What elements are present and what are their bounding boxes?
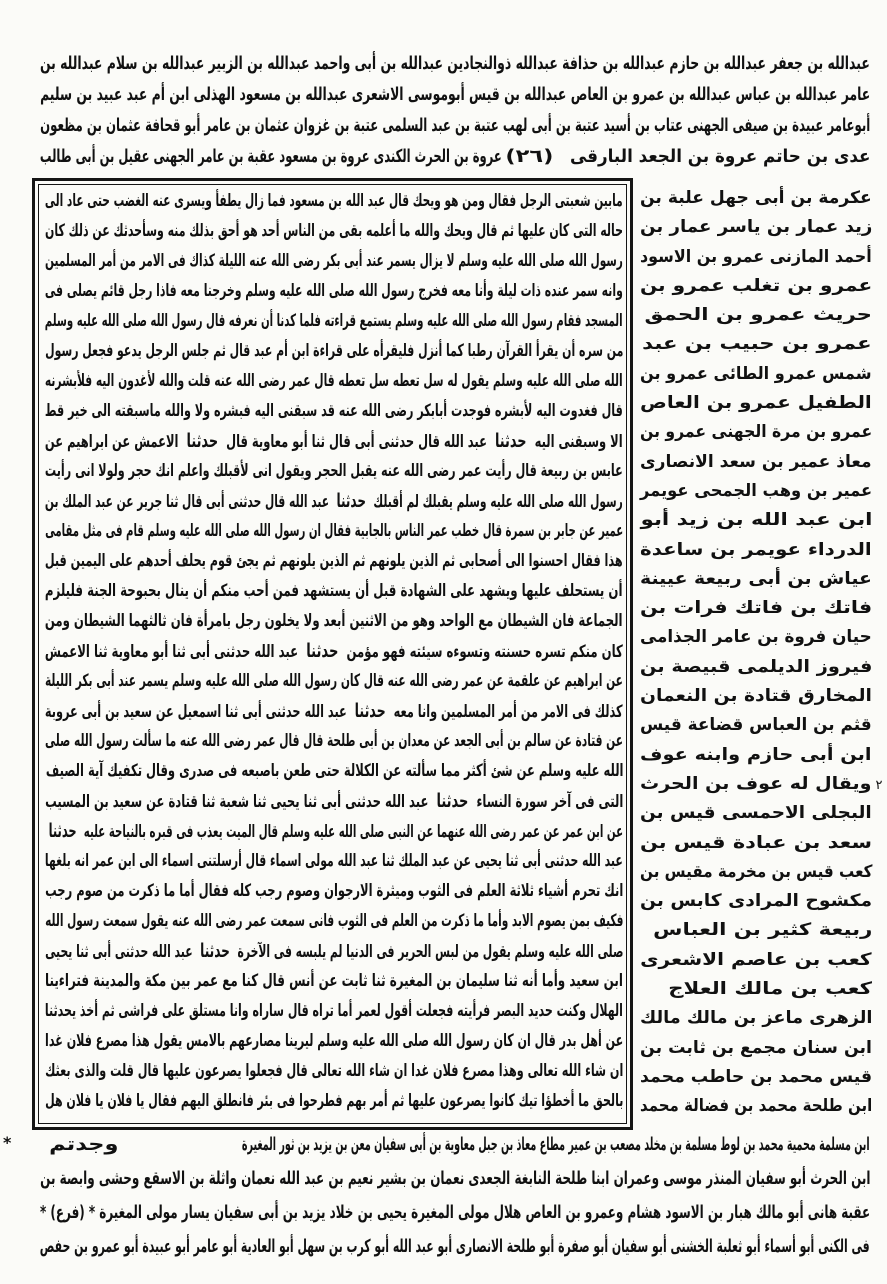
footer-catchword: وجدتم	[48, 1134, 118, 1155]
margin-name-line	[640, 184, 872, 213]
main-text-line-text: المسجد فقام رسول الله صلى الله عليه وسلم يستمع قراءته فلما كدنا أن نعرفه قال رسول الله صلى الله عليه وسلم	[45, 311, 623, 331]
margin-name-line-text: عمرو بن تغلب عمرو بن	[639, 275, 872, 296]
margin-name-line	[640, 301, 872, 330]
main-text-line	[45, 876, 623, 906]
footer-names: ابن مسلمة محمية محمد بن لوط مسلمة بن مخلد مصعب بن عمير مطاع معاذ بن جبل معاوية بن أبى سفيان معن بن يزيد بن ثور المغيرة	[242, 1134, 870, 1155]
margin-name-line	[640, 1004, 872, 1033]
margin-name-line-text: ربيعة كثير بن العباس	[652, 920, 872, 941]
main-text-line	[45, 816, 623, 846]
margin-name-line	[640, 858, 872, 887]
margin-name-line	[640, 418, 872, 447]
margin-name-line-text: عمير بن وهب الجمحى عويمر	[639, 480, 872, 501]
main-text-line	[45, 246, 623, 276]
page-number: (٢٦)	[505, 146, 554, 167]
narration-marker: حدثنا	[48, 820, 77, 842]
main-text-line	[45, 516, 623, 546]
main-text-line-text: التى فى آخر سورة النساء حدثنا عبد الله حدثنى أبى ثنا يحيى ثنا شعبة ثنا قتادة عن سعيد بن المسيب	[44, 790, 623, 812]
narration-marker: حدثنا	[306, 640, 339, 662]
main-text-line-text: قال فغدوت اليه لأبشره فوجدت أبابكر رضى الله عنه قد سبقنى اليه فبشره ولا والله ماسبقته الى خير قط	[45, 401, 623, 421]
margin-name-line	[640, 213, 872, 242]
main-text-line	[45, 846, 623, 876]
main-text-line	[45, 1086, 623, 1116]
header-line-text: عامر عبدالله بن عباس عبدالله بن عمرو بن العاص عبدالله بن قيس أبوموسى الاشعرى عبدالله بن مسعود الهذلى ابن أم عبد عبيد بن سليم	[39, 84, 870, 105]
margin-name-line-text: كعب بن عاصم الاشعرى	[640, 949, 872, 970]
main-text-line-text: ابن سعيد وأما أنه ثنا سليمان بن المغيرة ثنا ثابت عن أنس قال كنا مع عمر بين مكة والمدينة فتراءينا	[45, 971, 623, 991]
margin-name-line	[640, 594, 872, 623]
footer-line	[40, 1230, 870, 1264]
margin-name-line	[640, 389, 872, 418]
main-text-line	[45, 186, 623, 216]
margin-name-line	[640, 829, 872, 858]
main-text-line-text: عابس بن ربيعة قال رأيت عمر رضى الله عنه يقبل الحجر ويقول انى لأقبلك واعلم انك حجر ولولا انى رأيت	[45, 461, 623, 481]
margin-name-line-text: ابن عبد الله بن زيد أبو	[640, 510, 872, 531]
margin-name-line-text: سعد بن عبادة قيس بن	[640, 832, 872, 853]
margin-name-line	[640, 623, 872, 652]
main-text-line	[45, 636, 623, 666]
header-line	[40, 48, 870, 79]
margin-name-line	[640, 477, 872, 506]
margin-name-line	[640, 565, 872, 594]
footer-line-text: ابن الحرث أبو سفيان المنذر موسى وعمران ابنا طلحة النابغة الجعدى نعمان بن بشير نعيم بن عبد الله نعمان واثلة بن الاسقع وحشى وابصة بن	[39, 1168, 870, 1189]
margin-name-line	[640, 243, 872, 272]
margin-name-line	[640, 682, 872, 711]
main-text-line-text: انك تحرم أشياء ثلاثة العلم فى الثوب وميثرة الارجوان وصوم رجب كله فقال أما ما ذكرت من صوم رجب	[44, 881, 623, 901]
main-text-line-text: ان شاء الله تعالى وهذا مصرع فلان غدا ان شاء الله تعالى قال فجعلوا يصرعون عليها قال قلت والذى بعثك	[44, 1061, 623, 1081]
main-text-line-text: الهلال وكنت حديد البصر فرأيته فجعلت أقول لعمر أما تراه قال ساراه وانا مستلق على فراشى ثم أخذ يحدثنا	[45, 1001, 623, 1021]
margin-name-line-text: ابن أبى حازم وابنه عوف	[640, 744, 872, 765]
header-names-right: عدى بن حاتم عروة بن الجعد البارقى	[569, 146, 870, 167]
main-text-line-text: كان منكم تسره حسنته وتسوءه سيئته فهو مؤمن حدثنا عبد الله حدثنى أبى ثنا أبو معاوية ثنا الاعمش	[45, 640, 623, 662]
page-number-box	[505, 141, 558, 172]
margin-name-line-text: كعب بن مالك العلاج	[668, 979, 872, 1000]
main-text-line	[45, 786, 623, 816]
margin-name-line	[640, 272, 872, 301]
margin-name-line-text: المخارق قتادة بن النعمان	[640, 686, 872, 707]
main-text-line-text: بالحق ما أخطؤا تيك كانوا يصرعون عليها ثم أمر بهم فطرحوا فى بئر فانطلق اليهم فقال يا فلان يا فلان هل	[44, 1091, 623, 1111]
margin-names-column	[640, 184, 872, 1122]
margin-name-line-text: الدرداء عويمر بن ساعدة	[640, 539, 872, 560]
margin-name-line	[640, 711, 872, 740]
main-text-line	[45, 756, 623, 786]
main-text-line-text: كذلك فى الامر من أمر المسلمين وانا معه حدثنا عبد الله حدثنى أبى ثنا اسمعيل عن سعيد بن أبى عروبة	[45, 700, 623, 722]
footer-line-text: عقبة هانى أبو مالك هبار بن الاسود هشام وعمرو بن العاص هلال مولى المغيرة يحيى بن خلاد يزيد بن أبى سفيان يسار مولى المغيرة * (فرع) *	[39, 1202, 870, 1223]
header-line-text: أبوعامر عبيدة بن صيفى الجهنى عتاب بن أسيد عتبة بن أبى لهب عتبة بن عبد السلمى عتبة بن غزوان عثمان بن عامر أبو قحافة عثمان بن مظعون	[39, 115, 870, 136]
main-text-line	[45, 426, 623, 456]
footer-line-first-end	[48, 1128, 118, 1162]
margin-name-line-text: معاذ عمير بن سعد الانصارى	[640, 451, 872, 472]
margin-name-line-text: الطفيل عمرو بن العاص	[640, 393, 872, 414]
main-text-line-text: عمير عن جابر بن سمرة قال خطب عمر الناس بالجابية فقال ان رسول الله صلى الله عليه وسلم قام فى مثل مقامى	[44, 521, 623, 541]
main-text-line-text: حاله التى كان عليها ثم قال ويحك والله ما أعلمه بقى من الناس أحد هو أحق بذلك منه وسأحدثك عن ذلك كان	[44, 221, 623, 241]
margin-name-line	[640, 1063, 872, 1092]
main-text-line-text: هذا فقال احسنوا الى أصحابى ثم الذين يلونهم ثم الذين يلونهم ثم يجئ قوم يحلف أحدهم على اليمين قبل	[45, 551, 623, 571]
margin-name-line-text: عمرو بن حبيب بن عبد	[642, 334, 872, 355]
main-text-line	[45, 306, 623, 336]
main-text-line	[45, 996, 623, 1026]
margin-name-line-text: أحمد المازنى عمرو بن الاسود	[640, 246, 872, 267]
footer-line-text: فى الكنى أبو أسماء أبو ثعلبة الخشنى أبو سفيان أبو صفرة أبو طلحة الانصارى أبو عبد الله أبو كرب بن سهل أبو العادية أبو عامر أبو عبيدة أبو عمرو بن حفص	[40, 1236, 870, 1257]
main-text-line-text: فكيف بمن يصوم الابد وأما ما ذكرت من العلم فى الثوب فانى سمعت عمر رضى الله عنه يقول سمعت رسول الله	[44, 911, 623, 931]
main-text-line	[45, 1026, 623, 1056]
narration-marker: حدثنا	[336, 490, 367, 512]
main-text-line	[45, 726, 623, 756]
main-text-line	[45, 936, 623, 966]
narration-marker: حدثنا	[355, 700, 387, 722]
main-text-line	[45, 276, 623, 306]
margin-name-line-text: عكرمة بن أبى جهل علبة بن	[640, 188, 872, 208]
margin-name-line-text: ويقال له عوف بن الحرث	[640, 773, 872, 794]
main-text-line-text: عن قتادة عن سالم بن أبى الجعد عن معدان بن أبى طلحة قال قال عمر رضى الله عنه ما سألت رسول الله صلى	[44, 731, 623, 751]
main-text-line	[45, 576, 623, 606]
main-text-line	[45, 366, 623, 396]
header-lines	[40, 48, 870, 141]
margin-name-line	[640, 653, 872, 682]
margin-name-line-text: فاتك بن فاتك فرات بن	[639, 598, 872, 619]
main-text-line	[45, 546, 623, 576]
main-text-line	[45, 606, 623, 636]
footer-line	[40, 1162, 870, 1196]
header-names-left: عروة بن الحرث الكندى عروة بن مسعود عقبة بن عامر الجهنى عقيل بن أبى طالب	[40, 146, 502, 167]
margin-name-line-text: الزهرى ماعز بن مالك مالك	[639, 1008, 872, 1029]
margin-name-line-text: كعب قيس بن مخرمة مقيس بن	[639, 861, 872, 882]
main-text-line	[45, 696, 623, 726]
margin-name-line	[640, 1092, 872, 1121]
main-text-line-text: عن أهل بدر قال ان كان رسول الله صلى الله عليه وسلم ليرينا مصارعهم بالامس يقول هذا مصرع فلان غدا	[44, 1031, 623, 1051]
main-text-line-text: الجماعة فان الشيطان مع الواحد وهو من الاثنين أبعد ولا يخلون رجل بامرأة فان ثالثهما الشيطان ومن	[45, 611, 623, 631]
main-text-line-text: من سره أن يقرأ القرآن رطبا كما أنزل فليقرأه على قراءة ابن أم عبد قال ثم جلس الرجل يدعو فجعل رسول	[44, 341, 623, 361]
main-text-line-text: مابين شعبتى الرجل فقال ومن هو ويحك قال عبد الله بن مسعود فما زال يطفأ ويسرى عنه الغضب حتى عاد الى	[45, 191, 623, 211]
header-line-right-segment	[570, 141, 870, 172]
margin-name-line	[640, 946, 872, 975]
main-text-line-text: عن ابراهيم عن علقمة عن عمر رضى الله عنه قال كان رسول الله صلى الله عليه وسلم يسمر عند أبى بكر الليلة	[45, 671, 623, 691]
margin-name-line	[640, 741, 872, 770]
margin-name-line-text: قيس محمد بن حاطب محمد	[639, 1066, 872, 1087]
footer-star-mark: *	[3, 1133, 12, 1152]
main-text-line-text: رسول الله صلى الله عليه وسلم لا يزال يسمر عند أبى بكر رضى الله عنه الليلة كذاك فى الامر من أمر المسلمين	[45, 251, 623, 271]
margin-name-line-text: فيروز الديلمى قبيصة بن	[639, 656, 872, 677]
main-text-line	[45, 966, 623, 996]
narration-marker: حدثنا	[186, 430, 219, 452]
footer-line-first-main	[242, 1128, 870, 1162]
margin-name-line-text: عمرو بن مرة الجهنى عمرو بن	[639, 422, 872, 443]
main-text-line	[45, 486, 623, 516]
main-text-line-text: صلى الله عليه وسلم يقول من لبس الحرير فى الدنيا لم يلبسه فى الآخرة حدثنا عبد الله حدثنى أبى ثنا يحيى	[44, 940, 624, 962]
margin-name-line	[640, 330, 872, 359]
header-line	[40, 110, 870, 141]
footer-line	[40, 1196, 870, 1230]
margin-name-line	[640, 916, 872, 945]
main-text-line-text: رسول الله صلى الله عليه وسلم يقبلك لم أقبلك حدثنا عبد الله قال حدثنى أبى قال ثنا جرير عن عبد الملك بن	[45, 490, 623, 512]
header-line-text: عبدالله بن جعفر عبدالله بن حازم عبدالله بن حذافة عبدالله ذوالنجادين عبدالله بن أبى واحمد عبدالله بن الزبير عبدالله بن سلام عبدالله بن	[40, 53, 870, 74]
main-text-line-text: عبد الله حدثنى أبى ثنا يحيى عن عبد الملك ثنا عبد الله مولى اسماء قال أرسلتنى اسماء الى ابن عمر انه بلغها	[45, 851, 623, 871]
main-text-line	[45, 216, 623, 246]
page-header	[40, 48, 870, 172]
main-text-line	[45, 906, 623, 936]
margin-name-line	[640, 360, 872, 389]
margin-name-line	[640, 506, 872, 535]
narration-marker: حدثنا	[495, 430, 527, 452]
margin-name-line	[640, 799, 872, 828]
margin-name-line-text: زيد عمار بن ياسر عمار بن	[639, 217, 872, 238]
main-text	[45, 186, 623, 1116]
margin-name-line-text: البجلى الاحمسى قيس بن	[640, 803, 872, 824]
margin-name-line-text: شمس عمرو الطائى عمرو بن	[640, 363, 872, 384]
margin-name-line-text: ابن سنان مجمع بن ثابت بن	[640, 1037, 872, 1058]
margin-name-line-text: حريث عمرو بن الحمق	[644, 305, 872, 326]
margin-name-line	[640, 1034, 872, 1063]
margin-name-line	[640, 448, 872, 477]
footer-line-first	[40, 1128, 870, 1162]
header-line-left-segment	[40, 141, 502, 172]
header-line-with-page-number	[40, 141, 870, 172]
main-text-line-text: الله صلى الله عليه وسلم يقول له سل تعطه سل تعطه قال عمر رضى الله عنه قلت والله لأغدون اليه فلأبشرنه	[45, 371, 623, 391]
margin-name-line	[640, 770, 872, 799]
margin-name-line	[640, 536, 872, 565]
main-text-line	[45, 666, 623, 696]
footer-lines	[40, 1162, 870, 1264]
margin-name-line-text: حيان فروة بن عامر الجذامى	[640, 627, 872, 648]
page-footer	[40, 1128, 870, 1264]
main-text-line	[45, 336, 623, 366]
main-text-line-text: أن يستحلف عليها ويشهد على الشهادة قبل أن يستشهد فمن أحب منكم أن ينال بحبوحة الجنة فليلزم	[45, 581, 623, 601]
main-text-line-text: وانه سمر عنده ذات ليلة وأنا معه فخرج رسول الله صلى الله عليه وسلم وخرجنا معه فاذا رجل قائم يصلى فى	[45, 281, 623, 301]
narration-marker: حدثنا	[436, 790, 469, 812]
main-text-line	[45, 1056, 623, 1086]
main-text-line-text: الا وسبقنى اليه حدثنا عبد الله قال حدثنى أبى قال ثنا أبو معاوية قال حدثنا الاعمش عن ابراهيم عن	[45, 430, 623, 452]
margin-name-line-text: عياش بن أبى ربيعة عيينة	[640, 568, 872, 589]
margin-name-line-text: مكشوح المرادى كابس بن	[639, 891, 872, 912]
main-text-line	[45, 396, 623, 426]
header-line	[40, 79, 870, 110]
main-text-line	[45, 456, 623, 486]
margin-name-line	[640, 975, 872, 1004]
margin-name-line-text: قثم بن العباس قضاعة قيس	[640, 715, 872, 736]
margin-numeral: ٢	[875, 778, 883, 793]
main-text-line-text: عن ابن عمر عن عمر رضى الله عنهما عن النبى صلى الله عليه وسلم قال الميت يعذب فى قبره بالنياحة عليه حدثنا	[45, 816, 623, 847]
margin-name-line-text: ابن طلحة محمد بن فضالة محمد	[639, 1096, 872, 1117]
narration-marker: حدثنا	[199, 940, 230, 962]
margin-name-line	[640, 887, 872, 916]
main-text-line-text: الله عليه وسلم عن شئ أكثر مما سألته عن الكلالة حتى طعن باصبعه فى صدرى وقال تكفيك آية الصيف	[45, 761, 623, 781]
